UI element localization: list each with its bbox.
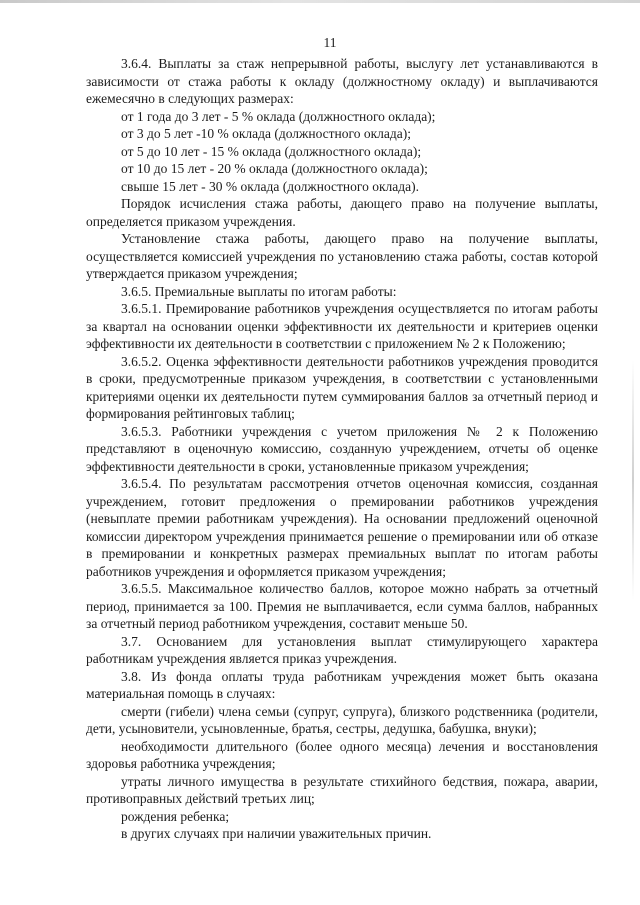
list-item-death: смерти (гибели) члена семьи (супруг, супруга), близкого родственника (родители, дети, усыновители, усыновленные, братья, сестры, дедушка, бабушка, внуки);	[86, 703, 598, 736]
scan-shadow-artifact	[632, 360, 634, 600]
paragraph-stage-commission: Установление стажа работы, дающего право на получение выплаты, осуществляется комиссией учреждения по установлению стажа работы, состав которой утверждается приказом учреждения;	[86, 231, 598, 281]
document-body	[86, 55, 598, 843]
paragraph-stage-order: Порядок исчисления стажа работы, дающего право на получение выплаты, определяется приказом учреждения.	[86, 196, 598, 229]
list-item-stage-3-5: от 3 до 5 лет -10 % оклада (должностного оклада);	[121, 126, 412, 141]
paragraph-3-6-5-3: 3.6.5.3. Работники учреждения с учетом приложения № 2 к Положению представляют в оценочную комиссию, созданную учреждением, отчеты об оценке эффективности деятельности в сроки, установленные приказом учреждения;	[86, 423, 598, 474]
list-item-stage-over-15: свыше 15 лет - 30 % оклада (должностного оклада).	[121, 178, 419, 194]
paragraph-3-6-5-1: 3.6.5.1. Премирование работников учреждения осуществляется по итогам работы за квартал на основании оценки эффективности их деятельности и критериев оценки эффективности их деятельности в соответствии с приложением № 2 к Положению;	[86, 301, 598, 351]
paragraph-3-6-5-4: 3.6.5.4. По результатам рассмотрения отчетов оценочная комиссия, созданная учреждением, готовит предложения о премировании работников учреждения (невыплате премии работникам учреждения). На основании предложений оценочной комиссии директором учреждения принимается решение о премировании или об отказе в премировании и конкретных размерах премиальных выплат по итогам работы работников учреждения и оформляется приказом учреждения;	[86, 476, 598, 579]
page-number: 11	[323, 35, 337, 50]
list-item-stage-1-3: от 1 года до 3 лет - 5 % оклада (должностного оклада);	[121, 108, 436, 124]
list-item-treatment: необходимости длительного (более одного месяца) лечения и восстановления здоровья работника учреждения;	[86, 738, 598, 771]
paragraph-3-7: 3.7. Основанием для установления выплат стимулирующего характера работникам учреждения является приказ учреждения.	[86, 633, 598, 666]
list-item-childbirth: рождения ребенка;	[121, 808, 230, 824]
list-item-property-loss: утраты личного имущества в результате стихийного бедствия, пожара, аварии, противоправных действий третьих лиц;	[86, 773, 598, 806]
list-item-other-reasons: в других случаях при наличии уважительных причин.	[121, 826, 432, 841]
paragraph-3-6-5-2: 3.6.5.2. Оценка эффективности деятельности работников учреждения проводится в сроки, предусмотренные приказом учреждения, в соответствии с установленными критериями оценки их деятельности путем суммирования баллов за отчетный период и формирования рейтинговых таблиц;	[86, 353, 598, 421]
paragraph-3-6-5-5: 3.6.5.5. Максимальное количество баллов, которое можно набрать за отчетный период, принимается за 100. Премия не выплачивается, если сумма баллов, набранных за отчетный период работником учреждения, составит меньше 50.	[86, 581, 598, 631]
list-item-stage-5-10: от 5 до 10 лет - 15 % оклада (должностного оклада);	[121, 143, 422, 159]
paragraph-3-6-5: 3.6.5. Премиальные выплаты по итогам работы:	[121, 283, 397, 299]
paragraph-3-8: 3.8. Из фонда оплаты труда работникам учреждения может быть оказана материальная помощь в случаях:	[86, 668, 598, 701]
list-item-stage-10-15: от 10 до 15 лет - 20 % оклада (должностного оклада);	[121, 161, 428, 176]
scan-edge-artifact	[0, 0, 640, 3]
paragraph-3-6-4: 3.6.4. Выплаты за стаж непрерывной работы, выслугу лет устанавливаются в зависимости от стажа работы к окладу (должностному окладу) и выплачиваются ежемесячно в следующих размерах:	[86, 56, 598, 106]
